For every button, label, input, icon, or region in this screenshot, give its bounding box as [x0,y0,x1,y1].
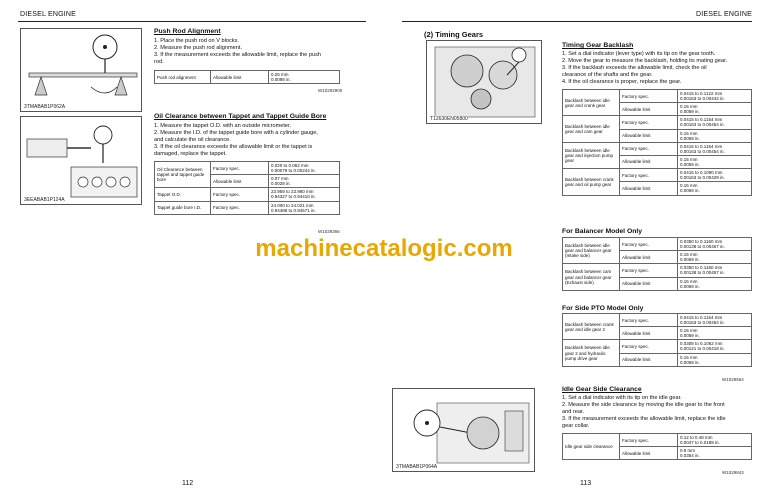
right-header: DIESEL ENGINE [696,11,753,18]
table-row [563,142,752,155]
side-pto-title: For Side PTO Model Only [562,305,644,312]
spec-item: Tappet guide bore I.D. [155,201,211,214]
idle-gear-illustration [392,388,535,472]
idle-side-title: Idle Gear Side Clearance [562,386,642,393]
step-text: 2. Measure the I.D. of the tappet guide bore with a cylinder gauge, [154,130,318,136]
watermark-text: machinecatalogic.com [255,235,513,262]
doc-code: W1029843 [722,470,744,475]
spec-item: Oil Clearance between tappet and tappet guide bore [155,162,211,188]
table-row [155,201,340,214]
table-row [563,264,752,277]
table-row [563,434,752,447]
spec-item: Idle gear side clearance [563,434,620,460]
page-number-left: 112 [182,480,194,487]
spec-value: 0.15 mm 0.0059 in. [678,129,752,142]
left-header: DIESEL ENGINE [20,11,77,18]
spec-value: 0.15 mm 0.0059 in. [678,353,752,366]
spec-label: Allowable limit [620,129,678,142]
idle-side-steps [562,395,758,430]
step-text: 2. Measure the side clearance by moving the idle gear to the front [562,402,725,408]
spec-value: 0.0415 to 0.1154 mm 0.00163 to 0.00454 in. [678,142,752,155]
figure-code: 3EEABAB1P124A [24,197,65,203]
section-title: (2) Timing Gears [424,30,484,39]
spec-label: Factory spec. [620,340,678,353]
step-text: and calculate the oil clearance. [154,137,231,143]
spec-label: Allowable limit [620,277,678,290]
spec-item: Backlash between crank gear and idle gear 2 [563,314,620,340]
step-text: 2. Measure the push rod alignment. [154,45,242,51]
spec-value: 0.15 mm 0.0059 in. [678,277,752,290]
spec-item: Backlash between idle gear and balancer gear (Intake side) [563,238,620,264]
spec-label: Factory spec. [620,116,678,129]
doc-code: W1029564 [722,377,744,382]
timing-gear-drawing [427,41,542,124]
spec-value: 0.15 mm 0.0059 in. [678,251,752,264]
step-text: 3. If the measurement exceeds the allowable limit, replace the idle [562,416,726,422]
left-header-rule [18,21,366,22]
step-text: clearance of the shafts and the gear. [562,72,653,78]
step-text: 2. Move the gear to measure the backlash, holding its mating gear. [562,58,728,64]
backlash-title: Timing Gear Backlash [562,42,634,49]
spec-label: Factory spec. [620,264,678,277]
push-rod-illustration [20,28,142,112]
spec-value: 0.15 mm 0.0059 in. [678,182,752,195]
spec-value: 0.9 mm 0.0354 in. [678,447,752,460]
tappet-drawing [21,117,142,205]
spec-label: Allowable limit [620,447,678,460]
spec-label: Factory spec. [620,90,678,103]
spec-value: 0.25 mm 0.0098 in. [269,71,340,84]
idle-side-spec-table [562,433,752,460]
table-row [563,90,752,103]
tappet-spec-table [154,161,340,215]
spec-label: Factory spec. [620,169,678,182]
backlash-steps [562,51,758,86]
push-rod-steps [154,38,354,66]
spec-value: 0.0415 to 0.1154 mm 0.00163 to 0.00454 in. [678,314,752,327]
spec-label: Allowable limit [620,251,678,264]
spec-item: Backlash between idle gear and injection pump gear [563,142,620,168]
spec-label: Factory spec. [620,314,678,327]
spec-value: 23.959 to 23.980 mm 0.94327 to 0.94410 in. [269,188,340,201]
doc-code: W10292900 [318,88,343,93]
table-row [563,340,752,353]
spec-label: Factory spec. [620,142,678,155]
spec-value: 0.0415 to 0.1122 mm 0.00163 to 0.00442 in. [678,90,752,103]
table-row [155,188,340,201]
step-text: 1. Set a dial indicator (lever type) with its tip on the gear tooth. [562,51,716,57]
spec-value: 0.12 to 0.48 mm 0.0047 to 0.0189 in. [678,434,752,447]
table-row [563,169,752,182]
table-row [563,314,752,327]
spec-label: Factory spec. [211,162,269,175]
step-text: 1. Measure the tappet O.D. with an outside micrometer. [154,123,292,129]
spec-value: 0.07 mm 0.0028 in. [269,175,340,188]
side-pto-spec-table [562,313,752,367]
push-rod-title: Push Rod Alignment [154,28,221,35]
spec-item: Backlash between crank gear and oil pump gear [563,169,620,195]
spec-value: 0.0308 to 0.1062 mm 0.00121 to 0.00418 in. [678,340,752,353]
spec-item: Backlash between idle gear 2 and hydraulic pump drive gear [563,340,620,366]
spec-value: 0.15 mm 0.0059 in. [678,155,752,168]
table-row [563,116,752,129]
spec-value: 0.0415 to 0.1154 mm 0.00163 to 0.00454 in. [678,116,752,129]
tappet-title: Oil Clearance between Tappet and Tappet Guide Bore [154,113,327,120]
push-rod-spec-table [154,70,340,84]
spec-label: Factory spec. [620,238,678,251]
step-text: 1. Set a dial indicator with its tip on the idle gear. [562,395,682,401]
spec-item: Backlash between idle gear and cam gear [563,116,620,142]
step-text: 1. Place the push rod on V blocks. [154,38,239,44]
step-text: 3. If the backlash exceeds the allowable limit, check the oil [562,65,707,71]
step-text: damaged, replace the tappet. [154,151,227,157]
step-text: gear collar. [562,423,590,429]
backlash-spec-table [562,89,752,196]
step-text: rod. [154,59,164,65]
idle-gear-drawing [393,389,535,472]
spec-value: 0.15 mm 0.0059 in. [678,327,752,340]
spec-value: 0.020 to 0.062 mm 0.00079 to 0.00244 in. [269,162,340,175]
spec-item: Push rod alignment [155,71,211,84]
spec-item: Backlash between idle gear and crank gear [563,90,620,116]
spec-label: Allowable limit [620,103,678,116]
spec-item: Backlash between cam gear and balancer gear (Exhaust side) [563,264,620,290]
step-text: and rear. [562,409,585,415]
spec-item: Tappet O.D. [155,188,211,201]
spec-value: 0.0350 to 0.1160 mm 0.00138 to 0.00457 in. [678,238,752,251]
table-row [155,71,340,84]
tappet-illustration [20,116,142,205]
spec-label: Factory spec. [620,434,678,447]
spec-label: Allowable limit [620,182,678,195]
step-text: 3. If the oil clearance exceeds the allowable limit or the tappet is [154,144,313,150]
step-text: 4. If the oil clearance is proper, replace the gear. [562,79,682,85]
spec-label: Factory spec. [211,188,269,201]
table-row [155,162,340,175]
spec-label: Allowable limit [620,155,678,168]
balancer-title: For Balancer Model Only [562,228,643,235]
timing-gear-illustration [426,40,542,124]
figure-code: T12630EN05800 [430,116,468,122]
spec-value: 0.0350 to 0.1160 mm 0.00138 to 0.00457 in. [678,264,752,277]
spec-label: Allowable limit [211,175,269,188]
page-number-right: 113 [580,480,592,487]
spec-label: Allowable limit [211,71,269,84]
push-rod-drawing [21,29,142,112]
doc-code: W1029366 [318,229,340,234]
spec-value: 0.0415 to 0.1090 mm 0.00163 to 0.00429 in. [678,169,752,182]
spec-label: Factory spec. [211,201,269,214]
tappet-steps [154,123,359,158]
figure-code: 3TMABAB1P064A [396,464,438,470]
right-header-rule [402,21,752,22]
spec-label: Allowable limit [620,353,678,366]
spec-label: Allowable limit [620,327,678,340]
figure-code: 3TMABAB1P062A [24,104,66,110]
step-text: 3. If the measurement exceeds the allowable limit, replace the push [154,52,321,58]
spec-value: 0.15 mm 0.0059 in. [678,103,752,116]
spec-value: 24.000 to 24.021 mm 0.94488 to 0.94571 in. [269,201,340,214]
